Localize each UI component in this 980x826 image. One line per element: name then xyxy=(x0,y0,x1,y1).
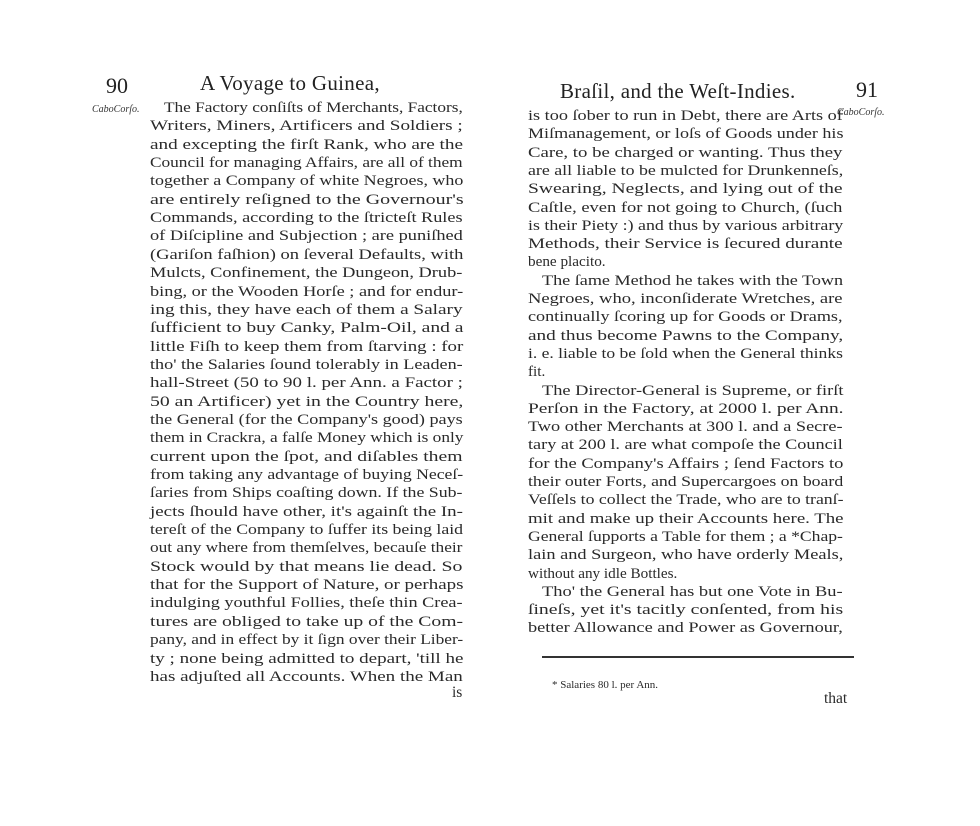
text-line: Caſtle, even for not going to Church, (ſuch xyxy=(528,198,843,216)
text-line: better Allowance and Power as Governour, xyxy=(528,619,843,637)
text-line: from taking any advantage of buying Neceſ- xyxy=(150,466,464,483)
text-line: are entirely reſigned to the Governour's xyxy=(150,190,464,208)
text-line: tereſt of the Company to ſuffer its being laid xyxy=(150,521,463,539)
margin-note: CaboCorſo. xyxy=(92,104,140,115)
text-line: of Diſcipline and Subjection ; are puniſhed xyxy=(150,227,463,245)
text-line: has adjuſted all Accounts. When the Man xyxy=(150,667,463,685)
running-head: A Voyage to Guinea, xyxy=(200,71,380,95)
footnote-rule xyxy=(542,656,854,658)
text-line: Two other Merchants at 300 l. and a Secre- xyxy=(528,418,843,436)
text-line: hall-Street (50 to 90 l. per Ann. a Factor ; xyxy=(150,374,463,392)
text-line: ſineſs, yet it's tacitly conſented, from his xyxy=(528,601,844,619)
text-line: and thus become Pawns to the Company, xyxy=(528,326,844,344)
text-line: Care, to be charged or wanting. Thus they xyxy=(528,143,843,161)
text-line: bene placito. xyxy=(528,253,606,271)
text-line: The Director-General is Supreme, or firſt xyxy=(542,381,844,399)
footnote: * Salaries 80 l. per Ann. xyxy=(552,679,659,691)
catchword: is xyxy=(452,684,463,701)
text-line: without any idle Bottles. xyxy=(528,564,678,582)
text-line: i. e. liable to be ſold when the General thinks xyxy=(528,344,843,362)
text-line: the General (for the Company's good) pays xyxy=(150,410,463,428)
text-line: current upon the ſpot, and diſables them xyxy=(150,447,463,465)
text-line: ing this, they have each of them a Salary xyxy=(150,300,463,318)
text-line: are all liable to be mulcted for Drunkenneſs, xyxy=(528,161,844,179)
text-line: indulging youthful Follies, theſe thin Crea- xyxy=(150,594,463,612)
text-line: Tho' the General has but one Vote in Bu- xyxy=(542,582,843,600)
text-line: bing, or the Wooden Horſe ; and for endur- xyxy=(150,282,464,300)
text-line: (Gariſon faſhion) on ſeveral Defaults, with xyxy=(150,245,464,263)
text-line: for the Company's Affairs ; ſend Factors to xyxy=(528,454,844,472)
text-line: Council for managing Affairs, are all of them xyxy=(150,154,463,172)
text-line: continually ſcoring up for Goods or Drams, xyxy=(528,308,843,326)
text-line: that for the Support of Nature, or perhaps xyxy=(150,576,464,594)
text-line: The Factory conſiſts of Merchants, Factors, xyxy=(164,99,463,116)
running-head: Braſil, and the Weſt-Indies. xyxy=(560,79,796,103)
text-line: Writers, Miners, Artificers and Soldiers ; xyxy=(150,117,463,135)
page-number: 91 xyxy=(856,77,878,102)
text-line: Miſmanagement, or loſs of Goods under his xyxy=(528,125,844,143)
text-line: ty ; none being admitted to depart, 'till he xyxy=(150,649,464,667)
text-line: tures are obliged to take up of the Com- xyxy=(150,612,464,630)
margin-note: CaboCorſo. xyxy=(837,107,885,118)
text-line: The ſame Method he takes with the Town xyxy=(542,271,844,289)
text-line: ſaries from Ships coaſting down. If the Sub- xyxy=(150,484,463,502)
text-line: and excepting the firſt Rank, who are the xyxy=(150,135,463,153)
text-line: ſufficient to buy Canky, Palm-Oil, and a xyxy=(150,319,464,337)
right-page xyxy=(490,0,980,826)
text-line: is their Piety :) and thus by various arbitrary xyxy=(528,216,844,234)
text-line: Negroes, who, inconſiderate Wretches, are xyxy=(528,290,843,307)
text-line: tary at 200 l. are what compoſe the Council xyxy=(528,436,843,454)
text-line: little Fiſh to keep them from ſtarving : for xyxy=(150,337,464,355)
page-number: 90 xyxy=(106,73,128,98)
text-line: pany, and in effect by it ſign over their Liber- xyxy=(150,631,464,649)
text-line: fit. xyxy=(528,363,546,381)
text-line: jects ſhould have other, it's againſt the In- xyxy=(150,502,463,520)
text-line: out any where from themſelves, becauſe their xyxy=(150,539,463,557)
catchword: that xyxy=(824,690,848,707)
text-line: together a Company of white Negroes, who xyxy=(150,172,464,190)
text-line: Perſon in the Factory, at 2000 l. per Ann. xyxy=(528,399,844,417)
text-line: Swearing, Neglects, and lying out of the xyxy=(528,180,843,198)
text-line: their outer Forts, and Supercargoes on board xyxy=(528,473,844,490)
text-line: them in Crackra, a falſe Money which is only xyxy=(150,429,464,447)
text-line: Methods, their Service is ſecured durante xyxy=(528,235,843,253)
text-line: mit and make up their Accounts here. The xyxy=(528,509,844,527)
text-line: lain and Surgeon, who have orderly Meals, xyxy=(528,546,844,564)
text-line: Veſſels to collect the Trade, who are to tranſ- xyxy=(528,491,844,509)
text-line: Stock would by that means lie dead. So xyxy=(150,557,463,575)
text-line: is too ſober to run in Debt, there are Arts of xyxy=(528,107,843,124)
text-line: General ſupports a Table for them ; a *Chap- xyxy=(528,527,843,545)
text-line: tho' the Salaries ſound tolerably in Leaden- xyxy=(150,355,463,373)
text-line: 50 an Artificer) yet in the Country here, xyxy=(150,392,464,410)
text-line: Mulcts, Confinement, the Dungeon, Drub- xyxy=(150,264,463,282)
text-line: Commands, according to the ſtricteſt Rules xyxy=(150,209,463,227)
